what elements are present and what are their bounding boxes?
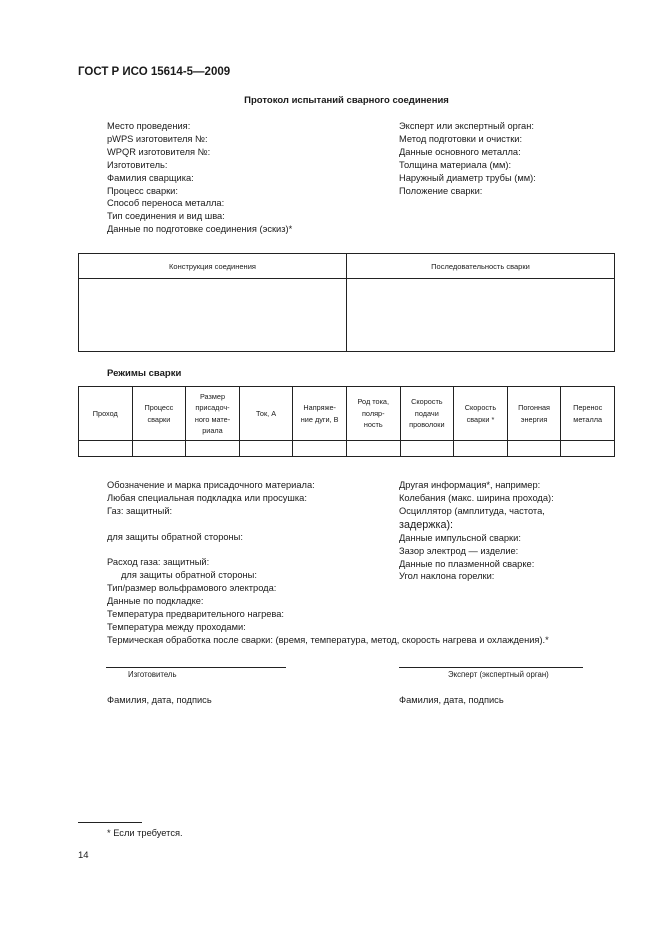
right-field-column [399, 120, 536, 197]
field-label: Колебания (макс. ширина прохода): [399, 492, 554, 503]
protocol-title: Протокол испытаний сварного соединения [244, 95, 449, 106]
header-cell: Проход [79, 387, 133, 441]
field-label: задержка): [399, 518, 454, 531]
welding-sequence-header: Последовательность сварки [347, 254, 615, 279]
modes-title: Режимы сварки [107, 368, 182, 379]
field-label: Положение сварки: [399, 185, 483, 196]
standard-header: ГОСТ Р ИСО 15614-5—2009 [78, 66, 231, 78]
field-label: pWPS изготовителя №: [107, 133, 208, 144]
field-label: Любая специальная подкладка или просушка: [107, 492, 307, 503]
modes-table [78, 386, 615, 457]
data-cell [293, 441, 347, 457]
joint-design-cell [79, 279, 347, 352]
header-cell: Размер присадоч- ного мате- риала [186, 387, 240, 441]
field-label: WPQR изготовителя №: [107, 146, 211, 157]
data-cell [132, 441, 186, 457]
signature-line-expert [399, 667, 583, 668]
header-cell: Напряже- ние дуги, В [293, 387, 347, 441]
manufacturer-label: Изготовитель [128, 670, 177, 679]
field-label: Тип соединения и вид шва: [107, 211, 225, 222]
field-label: Данные по плазменной сварке: [399, 558, 535, 569]
field-label: Температура предварительного нагрева: [107, 609, 285, 620]
header-cell: Процесс сварки [132, 387, 186, 441]
field-label: Процесс сварки: [107, 185, 178, 196]
field-label: Температура между проходами: [107, 621, 246, 632]
heat-treatment-label: Термическая обработка после сварки: (время, температура, метод, скорость нагрева и охлаждения).* [107, 634, 549, 645]
field-label: Способ переноса металла: [107, 198, 225, 209]
joint-design-header: Конструкция соединения [79, 254, 347, 279]
footnote-rule [78, 822, 142, 823]
field-label: Расход газа: защитный: [107, 557, 210, 568]
header-cell: Скорость сварки * [454, 387, 508, 441]
field-label: Метод подготовки и очистки: [399, 133, 523, 144]
data-cell [454, 441, 508, 457]
header-cell: Погонная энергия [507, 387, 561, 441]
data-cell [239, 441, 293, 457]
data-cell [561, 441, 615, 457]
expert-label: Эксперт (экспертный орган) [448, 670, 549, 679]
field-label: Другая информация*, например: [399, 480, 541, 490]
data-cell [79, 441, 133, 457]
field-label: Место проведения: [107, 121, 191, 131]
field-label: Фамилия сварщика: [107, 172, 194, 183]
field-label: Изготовитель: [107, 159, 168, 170]
footnote: * Если требуется. [107, 828, 183, 838]
field-label: Данные импульсной сварки: [399, 532, 521, 543]
data-cell [400, 441, 454, 457]
header-cell: Перенос металла [561, 387, 615, 441]
field-label: Обозначение и марка присадочного материала: [107, 480, 315, 490]
field-label: для защиты обратной стороны: [121, 570, 257, 581]
field-label: Данные основного металла: [399, 146, 521, 157]
manufacturer-fio: Фамилия, дата, подпись [107, 695, 212, 705]
field-label: Зазор электрод — изделие: [399, 545, 519, 556]
field-label: Тип/размер вольфрамового электрода: [107, 583, 277, 594]
field-label: Толщина материала (мм): [399, 159, 512, 170]
signature-line-manufacturer [106, 667, 286, 668]
left-field-column [107, 120, 292, 236]
field-label: Газ: защитный: [107, 505, 173, 516]
joint-table [78, 253, 615, 352]
field-label: Данные по подкладке: [107, 596, 204, 607]
data-cell [186, 441, 240, 457]
expert-fio: Фамилия, дата, подпись [399, 695, 504, 705]
data-cell [507, 441, 561, 457]
header-cell: Ток, А [239, 387, 293, 441]
header-cell: Род тока, поляр- ность [346, 387, 400, 441]
header-cell: Скорость подачи проволоки [400, 387, 454, 441]
field-label: Осциллятор (амплитуда, частота, [399, 505, 545, 516]
welding-sequence-cell [347, 279, 615, 352]
lower-right-column [399, 479, 554, 583]
field-label: Наружный диаметр трубы (мм): [399, 172, 536, 183]
field-label: Данные по подготовке соединения (эскиз)* [107, 224, 293, 235]
data-cell [346, 441, 400, 457]
page-number: 14 [78, 850, 89, 861]
field-label: для защиты обратной стороны: [107, 531, 243, 542]
field-label: Угол наклона горелки: [399, 571, 495, 582]
field-label: Эксперт или экспертный орган: [399, 121, 534, 131]
